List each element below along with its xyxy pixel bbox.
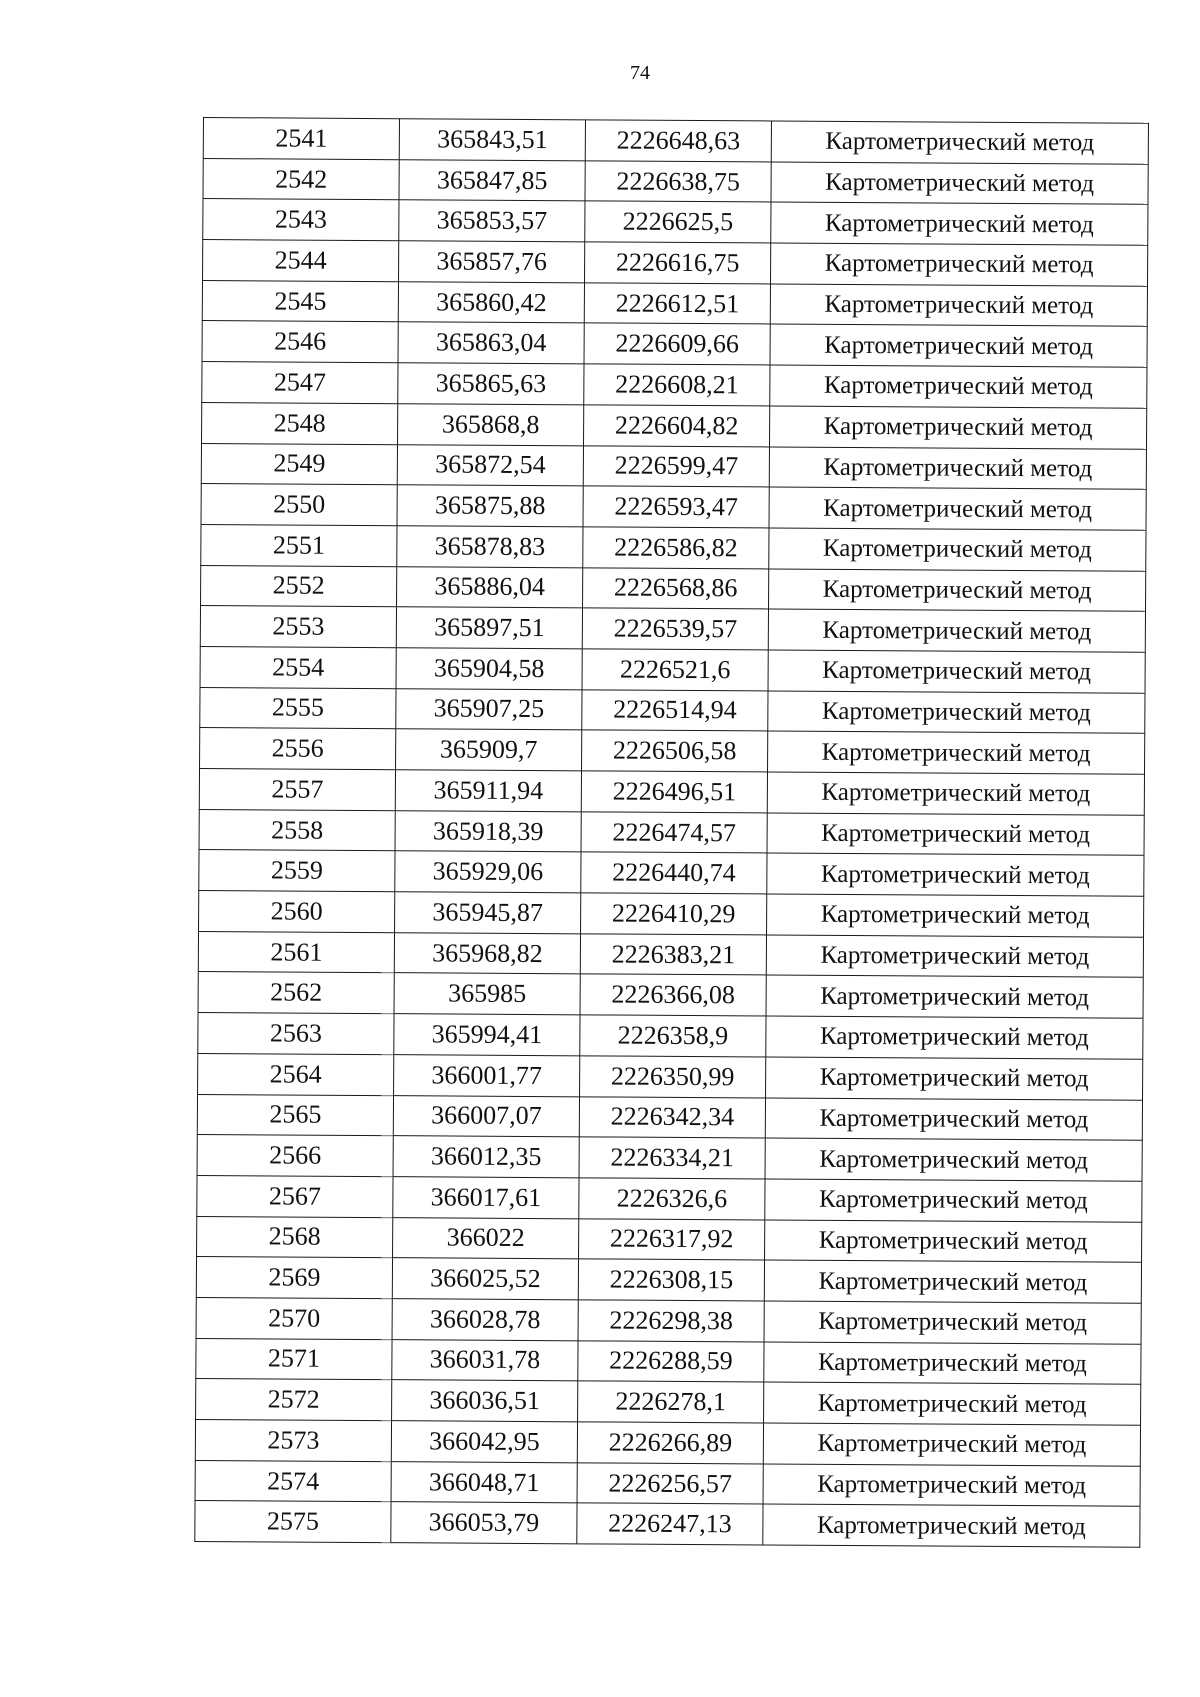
point-number-cell: 2541 xyxy=(203,118,399,160)
y-coordinate-cell: 2226350,99 xyxy=(580,1056,766,1098)
method-cell: Картометрический метод xyxy=(763,1504,1140,1547)
x-coordinate-cell: 366025,52 xyxy=(392,1258,578,1300)
table-row xyxy=(200,646,1145,692)
table-row xyxy=(195,1419,1140,1465)
x-coordinate-cell: 365843,51 xyxy=(399,119,585,161)
point-number-cell: 2546 xyxy=(202,321,398,363)
y-coordinate-cell: 2226638,75 xyxy=(585,161,771,203)
y-coordinate-cell: 2226514,94 xyxy=(582,689,768,731)
table-row xyxy=(200,606,1145,652)
table-row xyxy=(203,158,1148,204)
table-row xyxy=(203,240,1148,286)
table-row xyxy=(203,199,1148,245)
table-row xyxy=(198,1053,1143,1099)
x-coordinate-cell: 366007,07 xyxy=(393,1095,579,1137)
y-coordinate-cell: 2226278,1 xyxy=(578,1381,764,1423)
method-cell: Картометрический метод xyxy=(764,1382,1141,1425)
method-cell: Картометрический метод xyxy=(766,1057,1143,1100)
point-number-cell: 2556 xyxy=(200,728,396,770)
y-coordinate-cell: 2226266,89 xyxy=(577,1422,763,1464)
table-row xyxy=(201,524,1146,570)
x-coordinate-cell: 366017,61 xyxy=(393,1177,579,1219)
x-coordinate-cell: 365897,51 xyxy=(396,607,582,649)
table-row xyxy=(199,891,1144,937)
x-coordinate-cell: 365868,8 xyxy=(398,404,584,446)
table-row xyxy=(198,972,1143,1018)
table-row xyxy=(199,809,1144,855)
point-number-cell: 2565 xyxy=(197,1094,393,1136)
y-coordinate-cell: 2226410,29 xyxy=(581,893,767,935)
y-coordinate-cell: 2226599,47 xyxy=(583,445,769,487)
table-row xyxy=(198,931,1143,977)
x-coordinate-cell: 365909,7 xyxy=(396,729,582,771)
point-number-cell: 2570 xyxy=(196,1297,392,1339)
point-number-cell: 2551 xyxy=(201,524,397,566)
method-cell: Картометрический метод xyxy=(764,1260,1141,1303)
method-cell: Картометрический метод xyxy=(765,1220,1142,1263)
method-cell: Картометрический метод xyxy=(770,243,1147,286)
method-cell: Картометрический метод xyxy=(768,609,1145,652)
table-row xyxy=(203,118,1148,164)
method-cell: Картометрический метод xyxy=(767,772,1144,815)
table-row xyxy=(198,1013,1143,1059)
point-number-cell: 2554 xyxy=(200,646,396,688)
x-coordinate-cell: 365994,41 xyxy=(394,1014,580,1056)
table-row xyxy=(200,687,1145,733)
method-cell: Картометрический метод xyxy=(766,975,1143,1018)
x-coordinate-cell: 365878,83 xyxy=(397,526,583,568)
point-number-cell: 2557 xyxy=(199,768,395,810)
y-coordinate-cell: 2226298,38 xyxy=(578,1300,764,1342)
method-cell: Картометрический метод xyxy=(769,487,1146,530)
point-number-cell: 2555 xyxy=(200,687,396,729)
method-cell: Картометрический метод xyxy=(769,569,1146,612)
method-cell: Картометрический метод xyxy=(771,162,1148,205)
method-cell: Картометрический метод xyxy=(767,894,1144,937)
point-number-cell: 2543 xyxy=(203,199,399,241)
table-row xyxy=(200,728,1145,774)
method-cell: Картометрический метод xyxy=(765,1179,1142,1222)
x-coordinate-cell: 365853,57 xyxy=(399,200,585,242)
y-coordinate-cell: 2226648,63 xyxy=(585,120,771,162)
method-cell: Картометрический метод xyxy=(768,731,1145,774)
x-coordinate-cell: 365907,25 xyxy=(396,688,582,730)
y-coordinate-cell: 2226593,47 xyxy=(583,486,769,528)
point-number-cell: 2574 xyxy=(195,1460,391,1502)
table-row xyxy=(196,1379,1141,1425)
y-coordinate-cell: 2226568,86 xyxy=(583,567,769,609)
table-row xyxy=(195,1501,1140,1547)
method-cell: Картометрический метод xyxy=(770,324,1147,367)
table-row xyxy=(199,768,1144,814)
point-number-cell: 2558 xyxy=(199,809,395,851)
table-row xyxy=(197,1135,1142,1181)
table-row xyxy=(201,565,1146,611)
point-number-cell: 2553 xyxy=(200,606,396,648)
table-row xyxy=(202,280,1147,326)
point-number-cell: 2572 xyxy=(196,1379,392,1421)
method-cell: Картометрический метод xyxy=(766,1016,1143,1059)
x-coordinate-cell: 365847,85 xyxy=(399,159,585,201)
x-coordinate-cell: 366028,78 xyxy=(392,1299,578,1341)
point-number-cell: 2564 xyxy=(198,1053,394,1095)
point-number-cell: 2547 xyxy=(202,362,398,404)
table-row xyxy=(197,1175,1142,1221)
method-cell: Картометрический метод xyxy=(769,406,1146,449)
point-number-cell: 2566 xyxy=(197,1135,393,1177)
x-coordinate-cell: 366042,95 xyxy=(391,1421,577,1463)
table-row xyxy=(202,321,1147,367)
x-coordinate-cell: 366022 xyxy=(393,1217,579,1259)
coordinates-table-body xyxy=(195,118,1149,1548)
table-row xyxy=(202,402,1147,448)
y-coordinate-cell: 2226342,34 xyxy=(579,1096,765,1138)
y-coordinate-cell: 2226496,51 xyxy=(581,771,767,813)
x-coordinate-cell: 365918,39 xyxy=(395,810,581,852)
y-coordinate-cell: 2226326,6 xyxy=(579,1178,765,1220)
x-coordinate-cell: 365863,04 xyxy=(398,322,584,364)
point-number-cell: 2573 xyxy=(195,1419,391,1461)
point-number-cell: 2549 xyxy=(201,443,397,485)
y-coordinate-cell: 2226586,82 xyxy=(583,527,769,569)
method-cell: Картометрический метод xyxy=(768,650,1145,693)
method-cell: Картометрический метод xyxy=(770,365,1147,408)
method-cell: Картометрический метод xyxy=(771,121,1148,164)
table-row xyxy=(201,443,1146,489)
y-coordinate-cell: 2226317,92 xyxy=(579,1218,765,1260)
point-number-cell: 2563 xyxy=(198,1013,394,1055)
point-number-cell: 2548 xyxy=(202,402,398,444)
y-coordinate-cell: 2226616,75 xyxy=(584,242,770,284)
table-row xyxy=(197,1094,1142,1140)
x-coordinate-cell: 365875,88 xyxy=(397,485,583,527)
point-number-cell: 2575 xyxy=(195,1501,391,1543)
y-coordinate-cell: 2226440,74 xyxy=(581,852,767,894)
point-number-cell: 2561 xyxy=(198,931,394,973)
table-row xyxy=(196,1297,1141,1343)
y-coordinate-cell: 2226247,13 xyxy=(577,1503,763,1545)
x-coordinate-cell: 365945,87 xyxy=(395,892,581,934)
y-coordinate-cell: 2226609,66 xyxy=(584,323,770,365)
table-row xyxy=(196,1257,1141,1303)
point-number-cell: 2568 xyxy=(197,1216,393,1258)
y-coordinate-cell: 2226366,08 xyxy=(580,974,766,1016)
method-cell: Картометрический метод xyxy=(767,813,1144,856)
method-cell: Картометрический метод xyxy=(765,1097,1142,1140)
table-row xyxy=(195,1460,1140,1506)
x-coordinate-cell: 365865,63 xyxy=(398,363,584,405)
method-cell: Картометрический метод xyxy=(771,202,1148,245)
y-coordinate-cell: 2226288,59 xyxy=(578,1340,764,1382)
x-coordinate-cell: 365872,54 xyxy=(397,444,583,486)
x-coordinate-cell: 365860,42 xyxy=(398,281,584,323)
y-coordinate-cell: 2226608,21 xyxy=(584,364,770,406)
y-coordinate-cell: 2226308,15 xyxy=(578,1259,764,1301)
x-coordinate-cell: 365911,94 xyxy=(395,770,581,812)
x-coordinate-cell: 366036,51 xyxy=(392,1380,578,1422)
x-coordinate-cell: 365904,58 xyxy=(396,648,582,690)
method-cell: Картометрический метод xyxy=(765,1138,1142,1181)
page-number: 74 xyxy=(630,62,650,84)
point-number-cell: 2567 xyxy=(197,1175,393,1217)
method-cell: Картометрический метод xyxy=(764,1301,1141,1344)
x-coordinate-cell: 366012,35 xyxy=(393,1136,579,1178)
y-coordinate-cell: 2226625,5 xyxy=(585,201,771,243)
x-coordinate-cell: 366053,79 xyxy=(391,1502,577,1544)
x-coordinate-cell: 365985 xyxy=(394,973,580,1015)
x-coordinate-cell: 366048,71 xyxy=(391,1461,577,1503)
y-coordinate-cell: 2226539,57 xyxy=(582,608,768,650)
point-number-cell: 2560 xyxy=(199,891,395,933)
x-coordinate-cell: 366001,77 xyxy=(394,1054,580,1096)
point-number-cell: 2550 xyxy=(201,484,397,526)
y-coordinate-cell: 2226604,82 xyxy=(584,405,770,447)
method-cell: Картометрический метод xyxy=(769,528,1146,571)
table-row xyxy=(199,850,1144,896)
method-cell: Картометрический метод xyxy=(767,853,1144,896)
x-coordinate-cell: 365968,82 xyxy=(394,932,580,974)
y-coordinate-cell: 2226334,21 xyxy=(579,1137,765,1179)
y-coordinate-cell: 2226521,6 xyxy=(582,649,768,691)
method-cell: Картометрический метод xyxy=(770,284,1147,327)
point-number-cell: 2552 xyxy=(201,565,397,607)
y-coordinate-cell: 2226612,51 xyxy=(584,283,770,325)
point-number-cell: 2542 xyxy=(203,158,399,200)
x-coordinate-cell: 365857,76 xyxy=(398,241,584,283)
point-number-cell: 2544 xyxy=(203,240,399,282)
table-row xyxy=(202,362,1147,408)
x-coordinate-cell: 365929,06 xyxy=(395,851,581,893)
method-cell: Картометрический метод xyxy=(763,1423,1140,1466)
table-row xyxy=(197,1216,1142,1262)
x-coordinate-cell: 365886,04 xyxy=(397,566,583,608)
point-number-cell: 2559 xyxy=(199,850,395,892)
point-number-cell: 2569 xyxy=(196,1257,392,1299)
point-number-cell: 2562 xyxy=(198,972,394,1014)
coordinates-table xyxy=(194,117,1149,1548)
y-coordinate-cell: 2226383,21 xyxy=(580,934,766,976)
y-coordinate-cell: 2226358,9 xyxy=(580,1015,766,1057)
method-cell: Картометрический метод xyxy=(769,446,1146,489)
y-coordinate-cell: 2226506,58 xyxy=(582,730,768,772)
method-cell: Картометрический метод xyxy=(764,1342,1141,1385)
method-cell: Картометрический метод xyxy=(766,935,1143,978)
method-cell: Картометрический метод xyxy=(768,691,1145,734)
table-row xyxy=(196,1338,1141,1384)
y-coordinate-cell: 2226474,57 xyxy=(581,812,767,854)
y-coordinate-cell: 2226256,57 xyxy=(577,1462,763,1504)
point-number-cell: 2571 xyxy=(196,1338,392,1380)
method-cell: Картометрический метод xyxy=(763,1464,1140,1507)
point-number-cell: 2545 xyxy=(202,280,398,322)
x-coordinate-cell: 366031,78 xyxy=(392,1339,578,1381)
table-row xyxy=(201,484,1146,530)
